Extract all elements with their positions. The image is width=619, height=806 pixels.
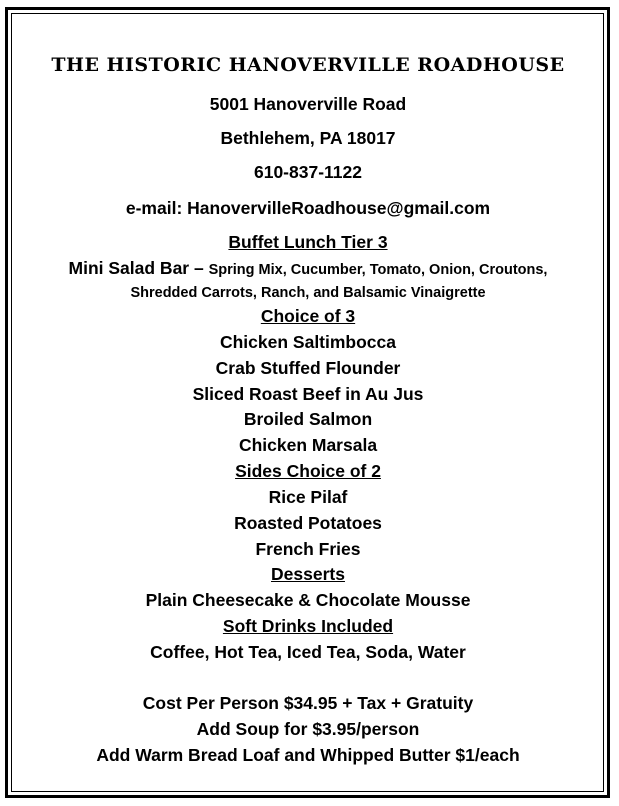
tier-heading: Buffet Lunch Tier 3 — [228, 232, 388, 252]
side-item: French Fries — [255, 539, 361, 559]
cost-line: Cost Per Person $34.95 + Tax + Gratuity — [142, 693, 474, 713]
city-line: Bethlehem, PA 18017 — [220, 128, 396, 148]
desserts-line: Plain Cheesecake & Chocolate Mousse — [145, 590, 471, 610]
restaurant-title: THE HISTORIC HANOVERVILLE ROADHOUSE — [51, 54, 565, 76]
salad-bar-items-1: Spring Mix, Cucumber, Tomato, Onion, Croutons, — [208, 262, 548, 278]
salad-bar-label: Mini Salad Bar – — [68, 258, 209, 278]
drinks-heading: Soft Drinks Included — [222, 616, 394, 636]
salad-bar-line — [14, 257, 602, 281]
entree-item: Broiled Salmon — [243, 409, 373, 429]
address-line: 5001 Hanoverville Road — [209, 94, 407, 114]
drinks-line: Coffee, Hot Tea, Iced Tea, Soda, Water — [150, 642, 466, 662]
side-item: Rice Pilaf — [268, 487, 348, 507]
entree-item: Crab Stuffed Flounder — [215, 358, 401, 378]
salad-bar-items-2: Shredded Carrots, Ranch, and Balsamic Vinaigrette — [130, 285, 486, 301]
desserts-heading: Desserts — [271, 564, 345, 584]
side-item: Roasted Potatoes — [234, 513, 382, 533]
entree-item: Chicken Marsala — [238, 435, 378, 455]
entrees-heading: Choice of 3 — [260, 306, 356, 326]
bread-addon-line: Add Warm Bread Loaf and Whipped Butter $1/each — [96, 745, 520, 765]
email-line: e-mail: HanovervilleRoadhouse@gmail.com — [125, 198, 491, 218]
sides-heading: Sides Choice of 2 — [235, 461, 381, 481]
entree-item: Chicken Saltimbocca — [219, 332, 397, 352]
soup-addon-line: Add Soup for $3.95/person — [196, 719, 420, 739]
entree-item: Sliced Roast Beef in Au Jus — [192, 384, 424, 404]
phone-line: 610-837-1122 — [253, 162, 363, 182]
